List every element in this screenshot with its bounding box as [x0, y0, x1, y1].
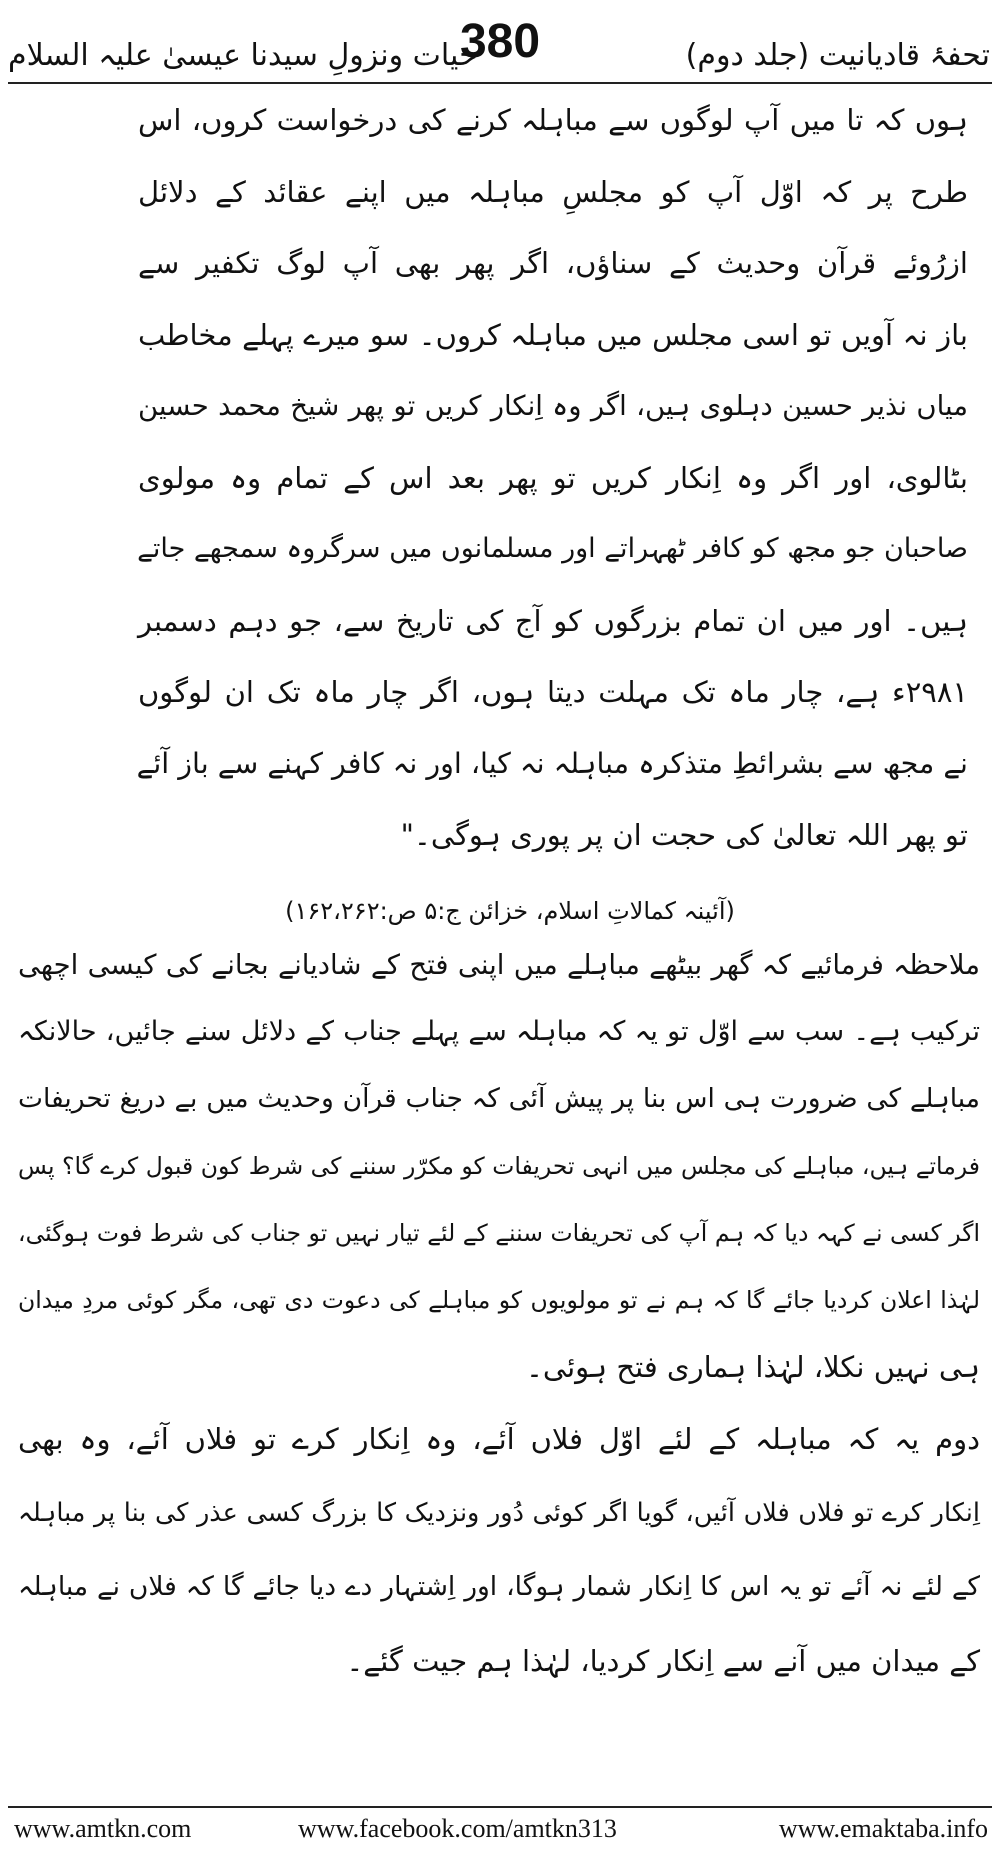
- paragraph-line: ملاحظہ فرمائیے کہ گھر بیٹھے مباہلے میں اپنی فتح کے شادیانے بجانے کی کیسی اچھی: [18, 949, 980, 981]
- paragraph-line: دوم یہ کہ مباہلہ کے لئے اوّل فلاں آئے، وہ اِنکار کرے تو فلاں آئے، وہ بھی: [18, 1422, 980, 1456]
- quote-line: ۲۹۸۱ء ہے، چار ماہ تک مہلت دیتا ہوں، اگر چار ماہ تک ان لوگوں: [138, 675, 968, 709]
- paragraph-line: اگر کسی نے کہہ دیا کہ ہم آپ کی تحریفات سننے کے لئے تیار نہیں تو جناب کی شرط فوت ہوگئی،: [18, 1219, 980, 1247]
- footer-link-emaktaba[interactable]: www.emaktaba.info: [778, 1814, 988, 1843]
- header-chapter-title: حیات ونزولِ سیدنا عیسیٰ علیہ السلام: [8, 38, 478, 73]
- paragraph-line: لہٰذا اعلان کردیا جائے گا کہ ہم نے تو مولویوں کو مباہلے کی دعوت دی تھی، مگر کوئی مردِ میدان: [18, 1286, 980, 1314]
- quote-line: صاحبان جو مجھ کو کافر ٹھہراتے اور مسلمانوں میں سرگروہ سمجھے جاتے: [137, 533, 968, 564]
- quote-line: بٹالوی، اور اگر وہ اِنکار کریں تو پھر بعد اس کے تمام وہ مولوی: [138, 461, 968, 495]
- header-divider: [8, 82, 992, 84]
- footer-divider: [8, 1806, 992, 1808]
- quote-line: ازرُوئے قرآن وحدیث کے سناؤں، اگر پھر بھی آپ لوگ تکفیر سے: [138, 246, 968, 280]
- paragraph-line: ہی نہیں نکلا، لہٰذا ہماری فتح ہوئی۔: [525, 1350, 980, 1384]
- header-book-title: تحفۂ قادیانیت (جلد دوم): [685, 38, 990, 73]
- paragraph-line: اِنکار کرے تو فلاں فلاں آئیں، گویا اگر کوئی دُور ونزدیک کا بزرگ کسی عذر کی بنا پر مباہلہ: [18, 1498, 980, 1528]
- paragraph-line: کے میدان میں آنے سے اِنکار کردیا، لہٰذا ہم جیت گئے۔: [346, 1644, 980, 1678]
- quote-line: طرح پر کہ اوّل آپ کو مجلسِ مباہلہ میں اپنے عقائد کے دلائل: [138, 175, 968, 209]
- quote-line: باز نہ آویں تو اسی مجلس میں مباہلہ کروں۔ سو میرے پہلے مخاطب: [138, 318, 968, 352]
- footer-link-amtkn[interactable]: www.amtkn.com: [14, 1814, 192, 1843]
- page-number: 380: [459, 15, 541, 68]
- quote-line: تو پھر اللہ تعالیٰ کی حجت ان پر پوری ہوگی۔": [400, 818, 968, 852]
- paragraph-line: ترکیب ہے۔ سب سے اوّل تو یہ کہ مباہلہ سے پہلے جناب کے دلائل سنے جائیں، حالانکہ: [18, 1016, 980, 1047]
- paragraph-line: مباہلے کی ضرورت ہی اس بنا پر پیش آئی کہ جناب قرآن وحدیث میں بے دریغ تحریفات: [18, 1083, 980, 1114]
- quote-line: ہوں کہ تا میں آپ لوگوں سے مباہلہ کرنے کی درخواست کروں، اس: [138, 103, 968, 137]
- quote-line: میاں نذیر حسین دہلوی ہیں، اگر وہ اِنکار کریں تو پھر شیخ محمد حسین: [138, 390, 968, 422]
- footer-link-facebook[interactable]: www.facebook.com/amtkn313: [298, 1814, 617, 1843]
- paragraph-line: فرماتے ہیں، مباہلے کی مجلس میں انہی تحریفات کو مکرّر سننے کی شرط کون قبول کرے گا؟ پس: [18, 1152, 980, 1180]
- quote-line: ہیں۔ اور میں ان تمام بزرگوں کو آج کی تاریخ سے، جو دہم دسمبر: [138, 604, 968, 638]
- paragraph-line: کے لئے نہ آئے تو یہ اس کا اِنکار شمار ہوگا، اور اِشتہار دے دیا جائے گا کہ فلاں نے مباہلہ: [18, 1571, 980, 1602]
- page-header: [0, 15, 1000, 80]
- citation: (آئینہ کمالاتِ اسلام، خزائن ج:۵ ص:۱۶۲،۲۶۲): [285, 897, 735, 925]
- quote-line: نے مجھ سے بشرائطِ متذکرہ مباہلہ نہ کیا، اور نہ کافر کہنے سے باز آئے: [136, 747, 968, 780]
